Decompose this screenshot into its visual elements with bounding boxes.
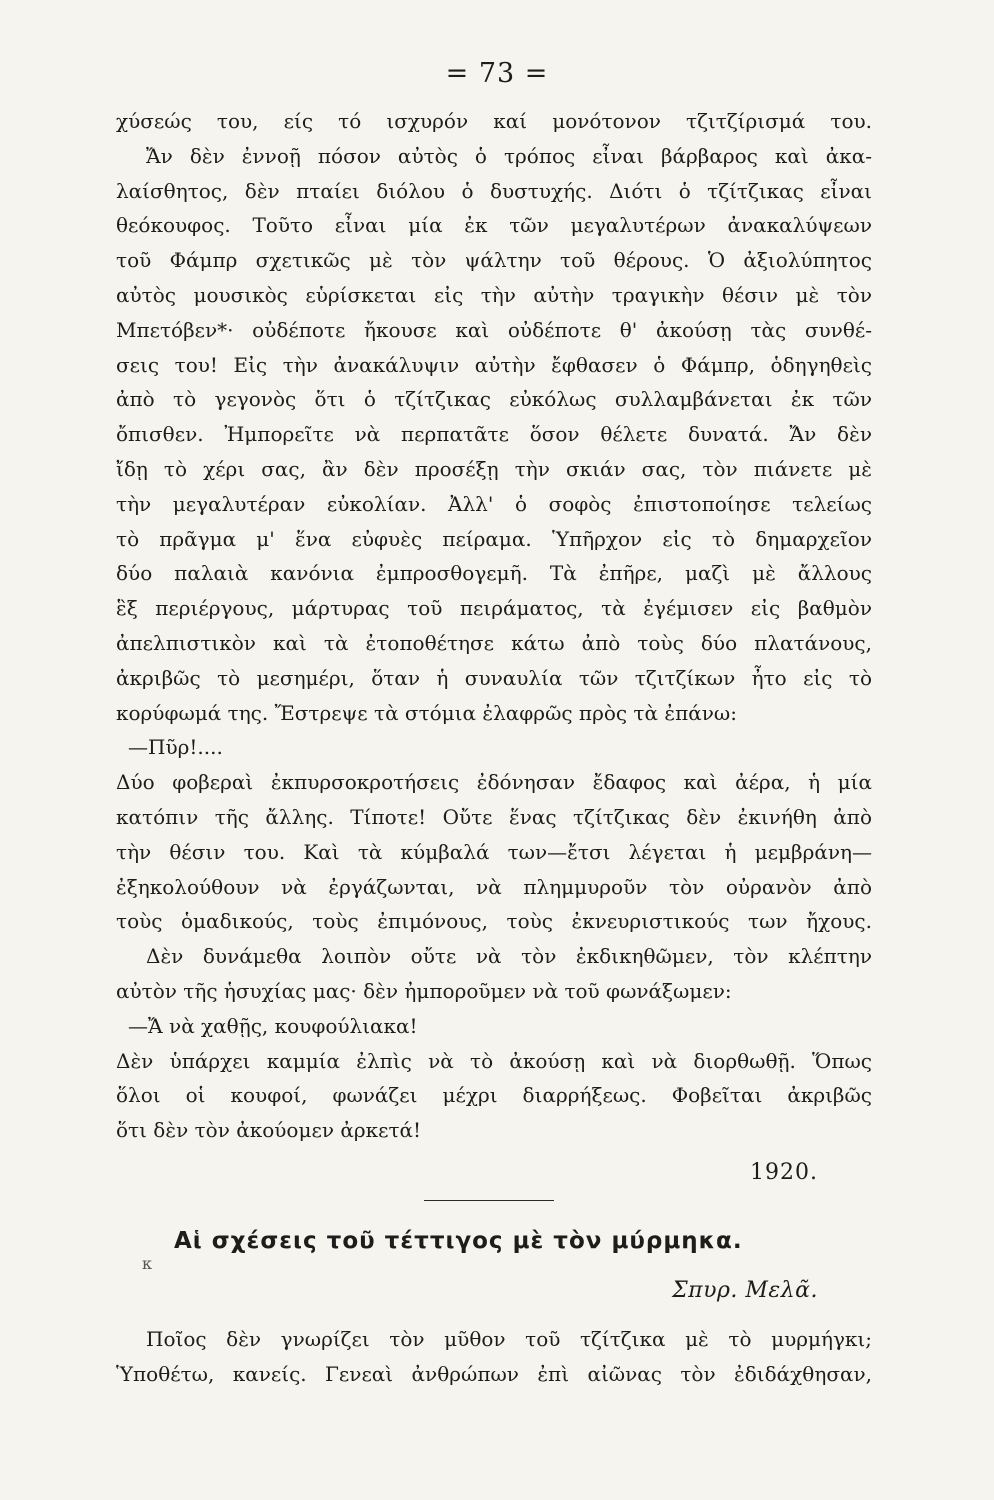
text-line: Δύο φοβεραὶ ἐκπυρσοκροτήσεις ἐδόνησαν ἔδαφος καὶ ἀέρα, ἡ μία [116,770,872,795]
section-divider [424,1200,554,1201]
text-line: κορύφωμά της. Ἔστρεψε τὰ στόμια ἐλαφρῶς πρὸς τὰ ἐπάνω: [116,700,737,725]
text-line: Ἄν δὲν ἐννοῇ πόσον αὐτὸς ὁ τρόπος εἶναι βάρβαρος καὶ ἀκα- [146,143,872,168]
text-line: τὴν μεγαλυτέραν εὐκολίαν. Ἀλλ' ὁ σοφὸς ἐπιστοποίησε τελείως [116,491,872,516]
text-line: ὄπισθεν. Ἠμπορεῖτε νὰ περπατᾶτε ὅσον θέλετε δυνατά. Ἄν δὲν [116,422,872,447]
text-line: Δὲν ὑπάρχει καμμία ἐλπὶς νὰ τὸ ἀκούσῃ καὶ νὰ διορθωθῇ. Ὅπως [116,1048,872,1073]
text-line: ἀκριβῶς τὸ μεσημέρι, ὅταν ἡ συναυλία τῶν τζιτζίκων ἦτο εἰς τὸ [116,665,872,690]
text-line: Ποῖος δὲν γνωρίζει τὸν μῦθον τοῦ τζίτζικα μὲ τὸ μυρμήγκι; [146,1327,872,1351]
text-line: τὴν θέσιν του. Καὶ τὰ κύμβαλά των—ἔτσι λέγεται ἡ μεμβράνη— [116,839,872,864]
text-line: Ὑποθέτω, κανείς. Γενεαὶ ἀνθρώπων ἐπὶ αἰῶνας τὸν ἐδιδάχθησαν, [116,1361,872,1386]
signoff-year: 1920. [750,1160,818,1185]
text-line: Δὲν δυνάμεθα λοιπὸν οὔτε νὰ τὸν ἐκδικηθῶμεν, τὸν κλέπτην [146,944,872,969]
text-line: ἴδῃ τὸ χέρι σας, ἂν δὲν προσέξῃ τὴν σκιάν σας, τὸν πιάνετε μὲ [116,456,872,481]
text-line: ἀπὸ τὸ γεγονὸς ὅτι ὁ τζίτζικας εὐκόλως συλλαμβάνεται ἐκ τῶν [116,387,872,412]
text-line: λαίσθητος, δὲν πταίει διόλου ὁ δυστυχής. Διότι ὁ τζίτζικας εἶναι [116,178,872,203]
text-line: θεόκουφος. Τοῦτο εἶναι μία ἐκ τῶν μεγαλυτέρων ἀνακαλύψεων [116,213,872,238]
text-line: αὐτὸν τῆς ἡσυχίας μας· δὲν ἠμποροῦμεν νὰ τοῦ φωνάξωμεν: [116,978,732,1003]
text-line: δύο παλαιὰ κανόνια ἐμπροσθογεμῆ. Τὰ ἐπῆρε, μαζὶ μὲ ἄλλους [116,561,872,586]
text-line: κατόπιν τῆς ἄλλης. Τίποτε! Οὔτε ἕνας τζίτζικας δὲν ἐκινήθη ἀπὸ [116,804,872,829]
text-line: τοὺς ὁμαδικούς, τοὺς ἐπιμόνους, τοὺς ἐκνευριστικούς των ἤχους. [116,909,872,934]
text-line: Μπετόβεν*· οὐδέποτε ἤκουσε καὶ οὐδέποτε θ' ἀκούσῃ τὰς συνθέ- [116,317,872,342]
text-line: χύσεώς του, είς τό ισχυρόν καί μονότονον τζιτζίρισμά του. [116,109,872,133]
text-line: —Ἄ νὰ χαθῇς, κουφούλιακα! [128,1013,418,1038]
main-text [116,104,872,1148]
text-line: ἀπελπιστικὸν καὶ τὰ ἐτοποθέτησε κάτω ἀπὸ τοὺς δύο πλατάνους, [116,630,872,655]
article-title: Αἱ σχέσεις τοῦ τέττιγος μὲ τὸν μύρμηκα. [174,1228,743,1254]
text-line: ὅλοι οἱ κουφοί, φωνάζει μέχρι διαρρήξεως. Φοβεῖται ἀκριβῶς [116,1083,872,1108]
article-author: Σπυρ. Μελᾶ. [672,1278,818,1303]
text-line: ἓξ περιέργους, μάρτυρας τοῦ πειράματος, τὰ ἐγέμισεν εἰς βαθμὸν [116,596,872,621]
text-line: τοῦ Φάμπρ σχετικῶς μὲ τὸν ψάλτην τοῦ θέρους. Ὁ ἀξιολύπητος [116,248,872,273]
second-article-text [116,1322,872,1392]
stray-mark: κ [142,1254,152,1273]
text-line: σεις του! Εἰς τὴν ἀνακάλυψιν αὐτὴν ἔφθασεν ὁ Φάμπρ, ὁδηγηθεὶς [116,352,872,377]
text-line: ἐξηκολούθουν νὰ ἐργάζωνται, νὰ πλημμυροῦν τὸν οὐρανὸν ἀπὸ [116,874,872,899]
text-line: —Πῦρ!.... [128,735,223,760]
page-number: = 73 = [445,58,549,89]
text-line: ὅτι δὲν τὸν ἀκούομεν ἀρκετά! [116,1118,422,1143]
text-line: τὸ πρᾶγμα μ' ἕνα εὐφυὲς πείραμα. Ὑπῆρχον εἰς τὸ δημαρχεῖον [116,526,872,551]
text-line: αὐτὸς μουσικὸς εὑρίσκεται εἰς τὴν αὐτὴν τραγικὴν θέσιν μὲ τὸν [116,282,872,307]
